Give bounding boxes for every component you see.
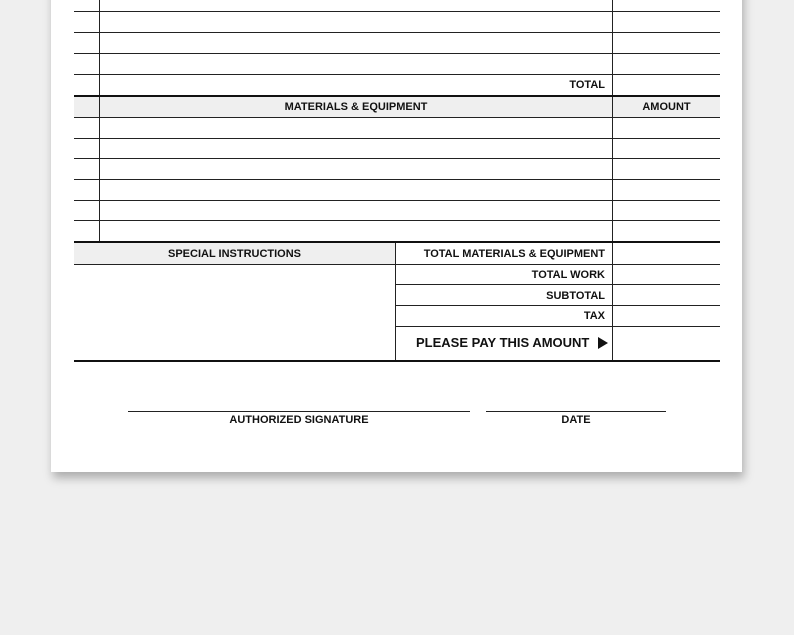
please-pay-amount-cell[interactable] [613, 327, 720, 360]
subtotal-label: SUBTOTAL [546, 290, 605, 302]
materials-row-line [74, 138, 720, 139]
materials-header-description: MATERIALS & EQUIPMENT [284, 101, 428, 113]
materials-row-line [74, 158, 720, 159]
total-materials-amount-cell[interactable] [613, 244, 720, 264]
tax-amount-cell[interactable] [613, 306, 720, 326]
total-work-label: TOTAL WORK [531, 269, 605, 281]
play-triangle-icon [598, 337, 609, 349]
invoice-sheet [51, 0, 742, 472]
materials-header-amount: AMOUNT [642, 101, 691, 113]
total-materials-label: TOTAL MATERIALS & EQUIPMENT [423, 248, 605, 260]
subtotal-amount-cell[interactable] [613, 285, 720, 305]
work-total-label: TOTAL [569, 79, 605, 91]
materials-row-line [74, 179, 720, 180]
special-instructions-label: SPECIAL INSTRUCTIONS [167, 248, 302, 260]
total-work-amount-cell[interactable] [613, 265, 720, 284]
please-pay-label: PLEASE PAY THIS AMOUNT [416, 335, 590, 350]
materials-row-line [74, 200, 720, 201]
work-column-divider-left [99, 0, 100, 95]
authorized-signature-label: AUTHORIZED SIGNATURE [229, 414, 369, 426]
date-line[interactable] [486, 411, 666, 412]
special-instructions-box[interactable] [74, 265, 395, 360]
work-row-line [74, 11, 720, 12]
authorized-signature-line[interactable] [128, 411, 470, 412]
date-label: DATE [561, 414, 591, 426]
summary-bottom-rule [74, 360, 720, 362]
materials-row-line [74, 220, 720, 221]
work-total-amount-cell[interactable] [613, 75, 720, 95]
materials-row-line [74, 117, 720, 118]
summary-divider-left [395, 243, 396, 360]
tax-label: TAX [583, 310, 605, 322]
work-row-line [74, 32, 720, 33]
work-row-line [74, 53, 720, 54]
